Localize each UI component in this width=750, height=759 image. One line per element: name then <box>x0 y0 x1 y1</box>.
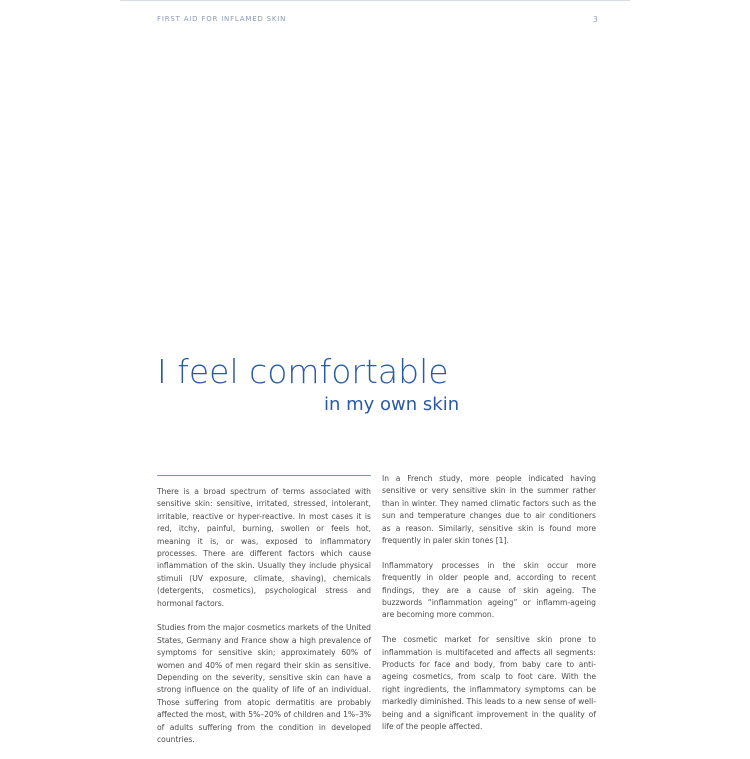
paragraph: In a French study, more people indicated having sensitive or very sensitive skin in the summer rather than in winter. They named climatic factors such as the sun and temperature changes due to air conditioners as a reason. Similarly, sensitive skin is found more frequently in paler skin tones [1]. <box>382 474 596 546</box>
page-subtitle: in my own skin <box>324 394 460 415</box>
paragraph: The cosmetic market for sensitive skin prone to inflammation is multifaceted and affects all segments: Products for face and body, from baby care to anti-ageing cosmetics, from scalp to foot care. With the right ingredients, the inflammatory symptoms can be markedly diminished. This leads to a new sense of well-being and a significant improvement in the quality of life of the people affected. <box>382 635 596 732</box>
top-rule <box>120 0 630 1</box>
right-column <box>382 473 596 746</box>
column-divider-rule <box>157 475 371 476</box>
left-column <box>157 486 371 759</box>
paragraph: There is a broad spectrum of terms associated with sensitive skin: sensitive, irritated, stressed, intolerant, irritable, reactive or hyper-reactive. In most cases it is red, itchy, painful, burning, swollen or feels hot, meaning it is, or was, exposed to inflammatory processes. There are different factors which cause inflammation of the skin. Usually they include physical stimuli (UV exposure, climate, shaving), chemicals (detergents, cosmetics), psychological stress and hormonal factors. <box>157 487 371 608</box>
paragraph: Inflammatory processes in the skin occur more frequently in older people and, according to recent findings, they are a cause of skin ageing. The buzzwords “inflammation ageing” or inflamm-ageing are becoming more common. <box>382 560 596 620</box>
page-title: I feel comfortable <box>157 352 449 391</box>
page-number: 3 <box>593 15 598 24</box>
paragraph: Studies from the major cosmetics markets of the United States, Germany and France show a high prevalence of symptoms for sensitive skin; approximately 60% of women and 40% of men regard their skin as sensitive. Depending on the severity, sensitive skin can have a strong influence on the quality of life of an individual. Those suffering from atopic dermatitis are probably affected the most, with 5%–20% of children and 1%–3% of adults suffering from the condition in developed countries. <box>157 623 371 745</box>
running-head: FIRST AID FOR INFLAMED SKIN <box>157 15 287 23</box>
